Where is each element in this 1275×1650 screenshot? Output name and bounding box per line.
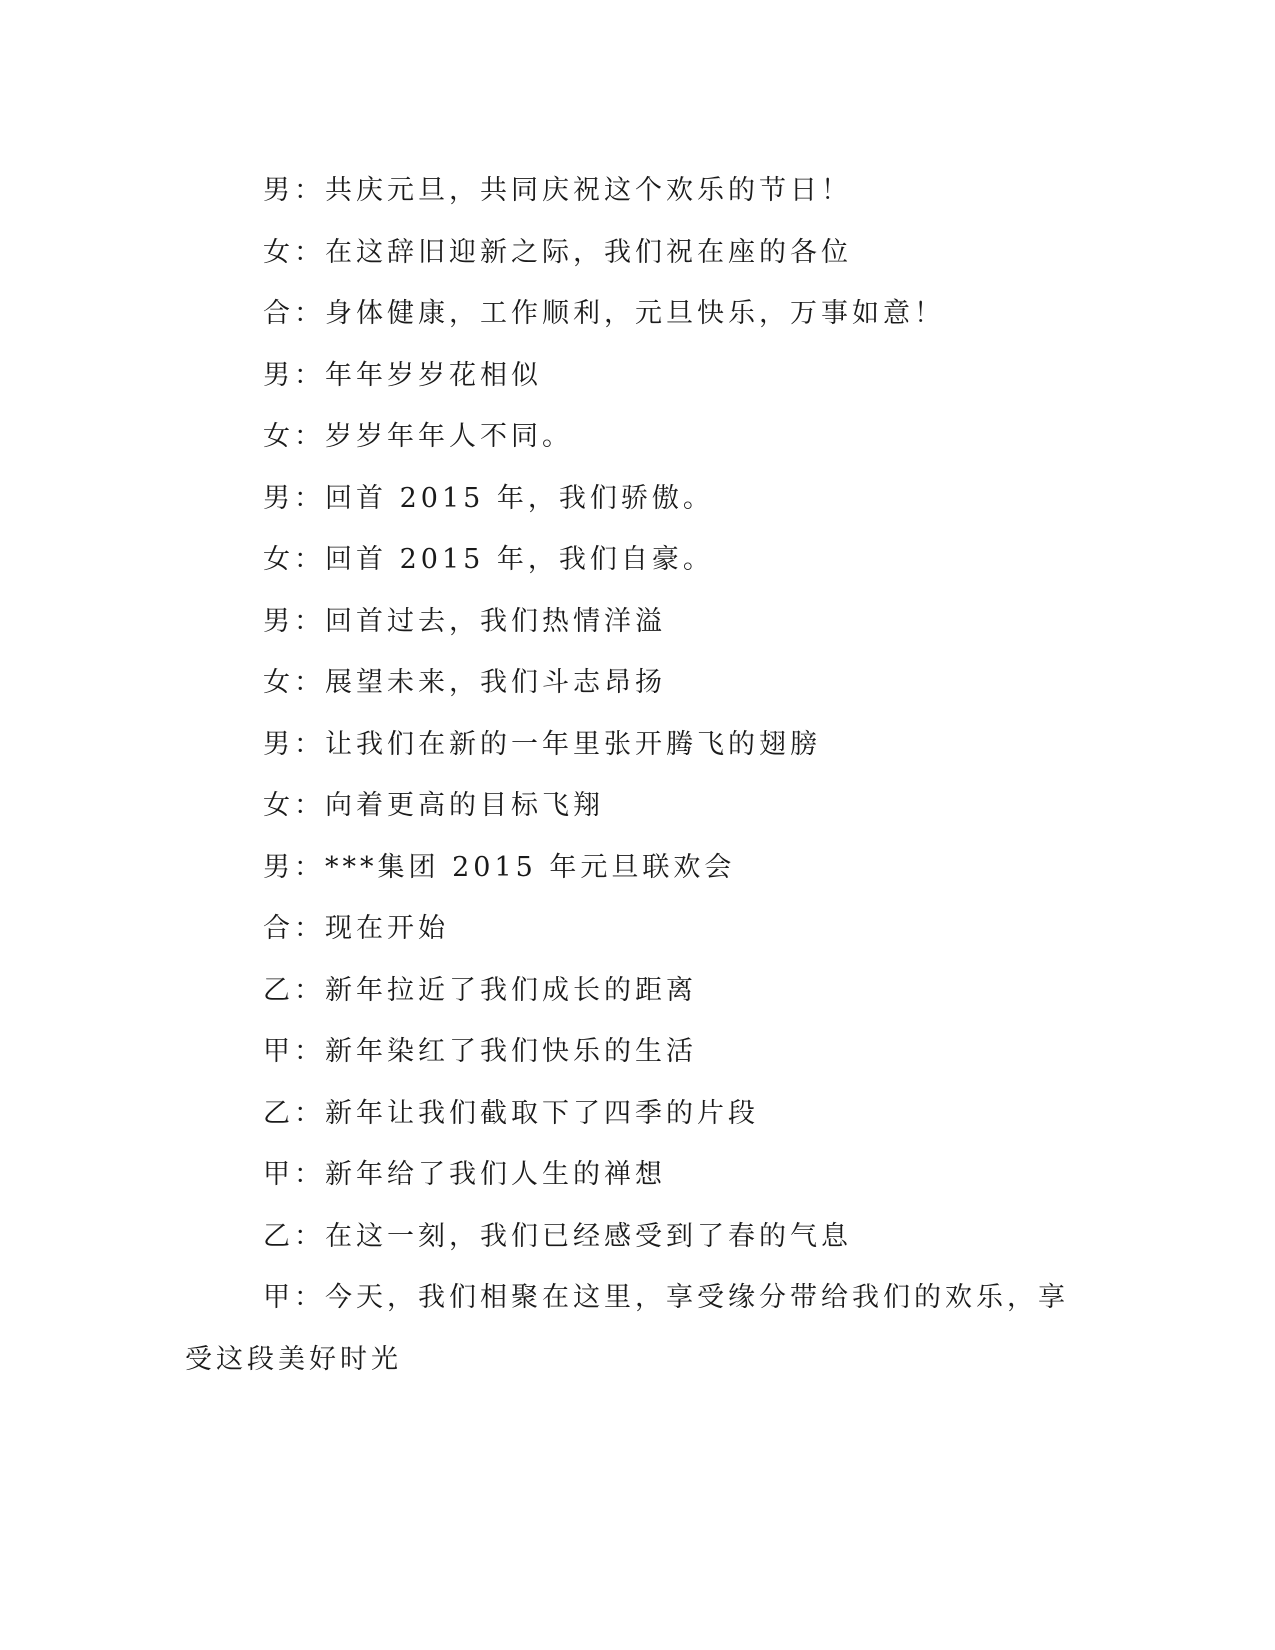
script-line: 女：回首 2015 年，我们自豪。 [263, 544, 714, 575]
script-line: 甲：新年染红了我们快乐的生活 [263, 1036, 697, 1067]
script-line: 乙：新年拉近了我们成长的距离 [263, 974, 697, 1006]
script-line: 男：***集团 2015 年元旦联欢会 [263, 851, 736, 883]
script-line: 乙：在这一刻，我们已经感受到了春的气息 [263, 1220, 852, 1252]
script-line: 甲：新年给了我们人生的禅想 [263, 1159, 666, 1190]
final-paragraph: 甲：今天，我们相聚在这里，享受缘分带给我们的欢乐，享受这段美好时光 [185, 1282, 1069, 1375]
script-line: 女：岁岁年年人不同。 [263, 421, 573, 452]
script-line: 合：身体健康，工作顺利，元旦快乐，万事如意！ [263, 298, 945, 329]
script-line: 女：向着更高的目标飞翔 [263, 790, 604, 821]
script-line: 女：展望未来，我们斗志昂扬 [263, 667, 666, 698]
script-line: 男：共庆元旦，共同庆祝这个欢乐的节日！ [263, 175, 852, 206]
script-line: 男：年年岁岁花相似 [263, 359, 542, 391]
script-line: 男：回首过去，我们热情洋溢 [263, 605, 666, 637]
script-line: 男：回首 2015 年，我们骄傲。 [263, 482, 714, 514]
script-body [185, 160, 1085, 1390]
script-line: 女：在这辞旧迎新之际，我们祝在座的各位 [263, 236, 852, 268]
script-line: 合：现在开始 [263, 913, 449, 944]
script-line: 乙：新年让我们截取下了四季的片段 [263, 1097, 759, 1129]
script-line: 男：让我们在新的一年里张开腾飞的翅膀 [263, 728, 821, 760]
